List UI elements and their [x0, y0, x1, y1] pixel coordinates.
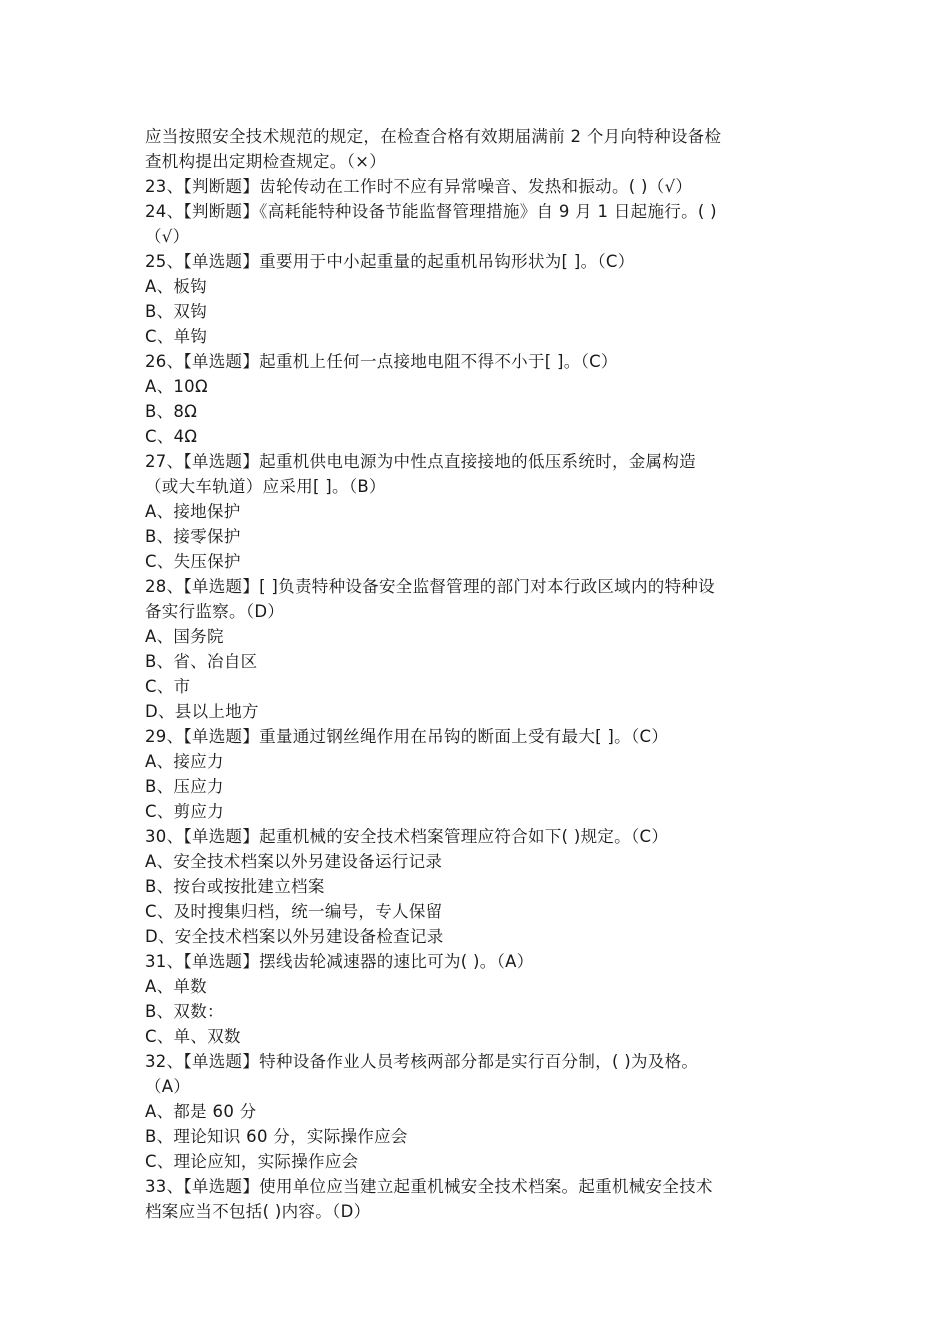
question-27-cont: （或大车轨道）应采用[ ]。（B）: [145, 477, 386, 496]
option-a: A、板钩: [145, 277, 207, 296]
question-32-answer: （A）: [145, 1077, 191, 1096]
question-29: 29、【单选题】重量通过钢丝绳作用在吊钩的断面上受有最大[ ]。（C）: [145, 727, 669, 746]
document-page: [145, 124, 815, 1224]
question-24: 24、【判断题】《高耗能特种设备节能监督管理措施》自 9 月 1 日起施行。( ): [145, 202, 717, 221]
option-b: B、按台或按批建立档案: [145, 877, 325, 896]
option-b: B、8Ω: [145, 402, 198, 421]
question-28-cont: 备实行监察。（D）: [145, 602, 285, 621]
option-a: A、国务院: [145, 627, 224, 646]
option-b: B、双数：: [145, 1002, 224, 1021]
question-27: 27、【单选题】起重机供电电源为中性点直接接地的低压系统时，金属构造: [145, 452, 696, 471]
option-a: A、接应力: [145, 752, 224, 771]
question-32: 32、【单选题】特种设备作业人员考核两部分都是实行百分制，( )为及格。: [145, 1052, 699, 1071]
question-30: 30、【单选题】起重机械的安全技术档案管理应符合如下( )规定。（C）: [145, 827, 669, 846]
option-c: C、失压保护: [145, 552, 241, 571]
option-c: C、单、双数: [145, 1027, 241, 1046]
question-33-cont: 档案应当不包括( )内容。（D）: [145, 1202, 371, 1221]
option-a: A、都是 60 分: [145, 1102, 257, 1121]
question-26: 26、【单选题】起重机上任何一点接地电阻不得不小于[ ]。（C）: [145, 352, 618, 371]
question-31: 31、【单选题】摆线齿轮减速器的速比可为( )。（A）: [145, 952, 534, 971]
option-a: A、单数: [145, 977, 207, 996]
question-33: 33、【单选题】使用单位应当建立起重机械安全技术档案。起重机械安全技术: [145, 1177, 713, 1196]
option-c: C、4Ω: [145, 427, 198, 446]
question-28: 28、【单选题】[ ]负责特种设备安全监督管理的部门对本行政区域内的特种设: [145, 577, 715, 596]
option-b: B、压应力: [145, 777, 224, 796]
option-b: B、理论知识 60 分，实际操作应会: [145, 1127, 408, 1146]
option-c: C、剪应力: [145, 802, 225, 821]
option-c: C、市: [145, 677, 191, 696]
option-c: C、及时搜集归档，统一编号，专人保留: [145, 902, 443, 921]
text-line: 应当按照安全技术规范的规定，在检查合格有效期届满前 2 个月向特种设备检: [145, 127, 722, 146]
text-line: 查机构提出定期检查规定。（×）: [145, 152, 387, 171]
option-c: C、理论应知，实际操作应会: [145, 1152, 359, 1171]
question-24-answer: （√）: [145, 227, 190, 246]
question-25: 25、【单选题】重要用于中小起重量的起重机吊钩形状为[ ]。（C）: [145, 252, 635, 271]
option-c: C、单钩: [145, 327, 208, 346]
option-b: B、省、冶自区: [145, 652, 258, 671]
option-a: A、接地保护: [145, 502, 241, 521]
option-d: D、县以上地方: [145, 702, 259, 721]
option-b: B、接零保护: [145, 527, 241, 546]
question-23: 23、【判断题】齿轮传动在工作时不应有异常噪音、发热和振动。( )（√）: [145, 177, 693, 196]
option-d: D、安全技术档案以外另建设备检查记录: [145, 927, 444, 946]
option-a: A、10Ω: [145, 377, 208, 396]
option-b: B、双钩: [145, 302, 208, 321]
option-a: A、安全技术档案以外另建设备运行记录: [145, 852, 443, 871]
